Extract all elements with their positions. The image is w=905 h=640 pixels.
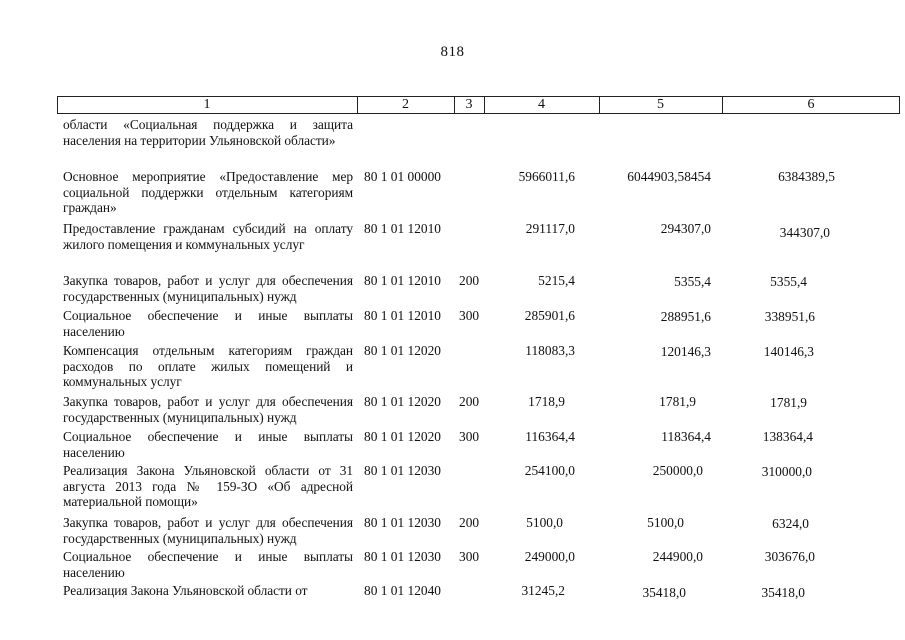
row-description: Социальное обеспечение и иные выплаты населению	[63, 429, 353, 460]
row-value-col6: 35418,0	[761, 585, 805, 600]
row-description: Предоставление гражданам субсидий на оплату жилого помещения и коммунальных услуг	[63, 221, 353, 252]
row-value-col4: 5100,0	[526, 515, 563, 530]
row-code: 80 1 01 12020	[364, 429, 441, 444]
row-value-col5: 1781,9	[659, 394, 696, 409]
row-description: Компенсация отдельным категориям граждан расходов по оплате жилых помещений и коммунальных услуг	[63, 343, 353, 389]
row-code: 80 1 01 12010	[364, 273, 441, 288]
row-value-col5: 244900,0	[652, 549, 703, 564]
row-description: Основное мероприятие «Предоставление мер социальной поддержки отдельным категориям граждан»	[63, 169, 353, 215]
row-code: 80 1 01 12020	[364, 394, 441, 409]
row-vr: 200	[459, 394, 480, 409]
row-value-col5: 5100,0	[647, 515, 684, 530]
row-value-col6: 138364,4	[762, 429, 813, 444]
header-col-1: 1	[203, 97, 211, 112]
row-value-col4: 5215,4	[538, 273, 575, 288]
row-value-col6: 344307,0	[779, 225, 830, 240]
row-value-col6: 303676,0	[764, 549, 815, 564]
row-value-col4: 291117,0	[525, 221, 575, 236]
row-code: 80 1 01 12010	[364, 308, 441, 323]
header-col-5: 5	[657, 97, 664, 112]
row-value-col4: 1718,9	[528, 394, 565, 409]
row-value-col6: 6324,0	[772, 516, 809, 531]
header-col-2: 2	[402, 97, 409, 112]
row-description: Закупка товаров, работ и услуг для обеспечения государственных (муниципальных) нужд	[63, 394, 353, 425]
row-description: Закупка товаров, работ и услуг для обеспечения государственных (муниципальных) нужд	[63, 515, 353, 546]
row-value-col4: 31245,2	[521, 583, 565, 598]
row-value-col6: 310000,0	[761, 464, 812, 479]
row-value-col6: 5355,4	[770, 274, 807, 289]
row-vr: 200	[459, 515, 480, 530]
row-vr: 300	[459, 429, 480, 444]
row-description: Реализация Закона Ульяновской области от	[63, 583, 308, 598]
row-value-col6: 338951,6	[764, 309, 815, 324]
row-code: 80 1 01 12020	[364, 343, 441, 358]
row-description: Закупка товаров, работ и услуг для обеспечения государственных (муниципальных) нужд	[63, 273, 353, 304]
row-value-col5: 118364,4	[661, 429, 711, 444]
row-value-col5: 35418,0	[642, 585, 686, 600]
row-description: Реализация Закона Ульяновской области от 31 августа 2013 года № 159-ЗО «Об адресной материальной помощи»	[63, 463, 353, 509]
row-value-col4: 249000,0	[524, 549, 575, 564]
row-description: Социальное обеспечение и иные выплаты населению	[63, 308, 353, 339]
row-value-col5: 5355,4	[674, 274, 711, 289]
row-code: 80 1 01 12030	[364, 549, 441, 564]
row-value-col6: 6384389,5	[778, 169, 835, 184]
row-vr: 200	[459, 273, 480, 288]
row-code: 80 1 01 00000	[364, 169, 441, 184]
row-value-col5: 120146,3	[660, 344, 711, 359]
row-code: 80 1 01 12010	[364, 221, 441, 236]
row-value-col4: 285901,6	[524, 308, 575, 323]
row-description: области «Социальная поддержка и защита населения на территории Ульяновской области»	[63, 117, 353, 148]
row-value-col5: 294307,0	[660, 221, 711, 236]
row-vr: 300	[459, 549, 480, 564]
row-value-col4: 254100,0	[524, 463, 575, 478]
row-code: 80 1 01 12030	[364, 515, 441, 530]
header-col-3: 3	[465, 97, 473, 112]
row-value-col4: 116364,4	[525, 429, 575, 444]
row-value-col5: 288951,6	[660, 309, 711, 324]
page-number: 818	[440, 44, 465, 60]
row-value-col6: 140146,3	[763, 344, 814, 359]
row-value-col5: 6044903,58454	[627, 169, 711, 184]
row-value-col6: 1781,9	[770, 395, 807, 410]
row-description: Социальное обеспечение и иные выплаты населению	[63, 549, 353, 580]
header-col-6: 6	[807, 97, 815, 112]
row-value-col4: 5966011,6	[518, 169, 575, 184]
row-code: 80 1 01 12040	[364, 583, 441, 598]
header-col-4: 4	[538, 97, 545, 112]
row-code: 80 1 01 12030	[364, 463, 441, 478]
row-value-col4: 118083,3	[525, 343, 575, 358]
row-vr: 300	[459, 308, 480, 323]
row-value-col5: 250000,0	[652, 463, 703, 478]
